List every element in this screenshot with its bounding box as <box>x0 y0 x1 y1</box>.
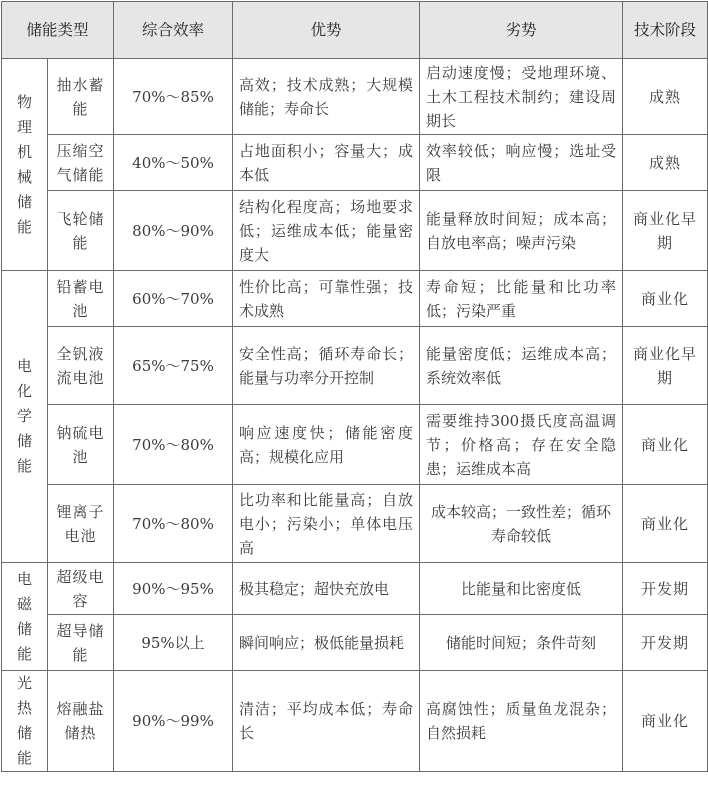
table-row <box>2 671 708 772</box>
header-advantages: 优势 <box>233 2 420 59</box>
stage-cell: 开发期 <box>623 615 708 671</box>
advantages-cell: 结构化程度高；场地要求低；运维成本低；能量密度大 <box>233 191 420 271</box>
table-row <box>2 327 708 405</box>
stage-cell: 商业化 <box>623 671 708 772</box>
disadvantages-cell: 能量密度低；运维成本高；系统效率低 <box>420 327 623 405</box>
storage-name: 全钒液流电池 <box>48 327 114 405</box>
disadvantages-cell: 高腐蚀性；质量鱼龙混杂；自然损耗 <box>420 671 623 772</box>
efficiency-cell: 40%～50% <box>114 135 233 191</box>
disadvantages-cell: 成本较高；一致性差；循环寿命较低 <box>420 485 623 563</box>
header-stage: 技术阶段 <box>623 2 708 59</box>
storage-name: 超级电容 <box>48 563 114 615</box>
header-disadvantages: 劣势 <box>420 2 623 59</box>
table-row <box>2 191 708 271</box>
energy-storage-table <box>1 1 708 772</box>
efficiency-cell: 90%～99% <box>114 671 233 772</box>
advantages-cell: 比功率和比能量高；自放电小；污染小；单体电压高 <box>233 485 420 563</box>
efficiency-cell: 70%～80% <box>114 405 233 485</box>
advantages-cell: 占地面积小；容量大；成本低 <box>233 135 420 191</box>
category-label: 电磁储能 <box>16 569 32 663</box>
category-label: 电化学储能 <box>16 357 32 475</box>
storage-name: 飞轮储能 <box>48 191 114 271</box>
advantages-cell: 清洁；平均成本低；寿命长 <box>233 671 420 772</box>
disadvantages-cell: 储能时间短；条件苛刻 <box>420 615 623 671</box>
storage-name: 抽水蓄能 <box>48 59 114 135</box>
disadvantages-cell: 能量释放时间短；成本高；自放电率高；噪声污染 <box>420 191 623 271</box>
table-row <box>2 135 708 191</box>
header-efficiency: 综合效率 <box>114 2 233 59</box>
disadvantages-cell: 启动速度慢；受地理环境、土木工程技术制约；建设周期长 <box>420 59 623 135</box>
advantages-cell: 安全性高；循环寿命长；能量与功率分开控制 <box>233 327 420 405</box>
efficiency-cell: 70%～85% <box>114 59 233 135</box>
category-label: 光热储能 <box>16 674 32 767</box>
efficiency-cell: 70%～80% <box>114 485 233 563</box>
stage-cell: 成熟 <box>623 59 708 135</box>
storage-name: 铅蓄电池 <box>48 271 114 327</box>
category-cell <box>2 59 48 271</box>
advantages-cell: 性价比高；可靠性强；技术成熟 <box>233 271 420 327</box>
table-row <box>2 59 708 135</box>
header-type: 储能类型 <box>2 2 114 59</box>
advantages-cell: 极其稳定；超快充放电 <box>233 563 420 615</box>
storage-name: 超导储能 <box>48 615 114 671</box>
table-row <box>2 615 708 671</box>
efficiency-cell: 80%～90% <box>114 191 233 271</box>
table-row <box>2 563 708 615</box>
table-row <box>2 405 708 485</box>
table-row <box>2 485 708 563</box>
category-label: 物理机械储能 <box>16 92 32 236</box>
advantages-cell: 响应速度快；储能密度高；规模化应用 <box>233 405 420 485</box>
advantages-cell: 高效；技术成熟；大规模储能；寿命长 <box>233 59 420 135</box>
storage-name: 熔融盐储热 <box>48 671 114 772</box>
stage-cell: 商业化 <box>623 271 708 327</box>
table-row <box>2 271 708 327</box>
stage-cell: 商业化 <box>623 405 708 485</box>
disadvantages-cell: 比能量和比密度低 <box>420 563 623 615</box>
category-cell <box>2 671 48 772</box>
stage-cell: 开发期 <box>623 563 708 615</box>
disadvantages-cell: 效率较低；响应慢；选址受限 <box>420 135 623 191</box>
stage-cell: 商业化早期 <box>623 327 708 405</box>
storage-name: 压缩空气储能 <box>48 135 114 191</box>
category-cell <box>2 563 48 671</box>
stage-cell: 商业化早期 <box>623 191 708 271</box>
storage-name: 钠硫电池 <box>48 405 114 485</box>
efficiency-cell: 90%～95% <box>114 563 233 615</box>
advantages-cell: 瞬间响应；极低能量损耗 <box>233 615 420 671</box>
stage-cell: 商业化 <box>623 485 708 563</box>
category-cell <box>2 271 48 563</box>
efficiency-cell: 65%～75% <box>114 327 233 405</box>
disadvantages-cell: 寿命短；比能量和比功率低；污染严重 <box>420 271 623 327</box>
stage-cell: 成熟 <box>623 135 708 191</box>
header-row <box>2 2 708 59</box>
efficiency-cell: 95%以上 <box>114 615 233 671</box>
disadvantages-cell: 需要维持300摄氏度高温调节；价格高；存在安全隐患；运维成本高 <box>420 405 623 485</box>
efficiency-cell: 60%～70% <box>114 271 233 327</box>
storage-name: 锂离子电池 <box>48 485 114 563</box>
